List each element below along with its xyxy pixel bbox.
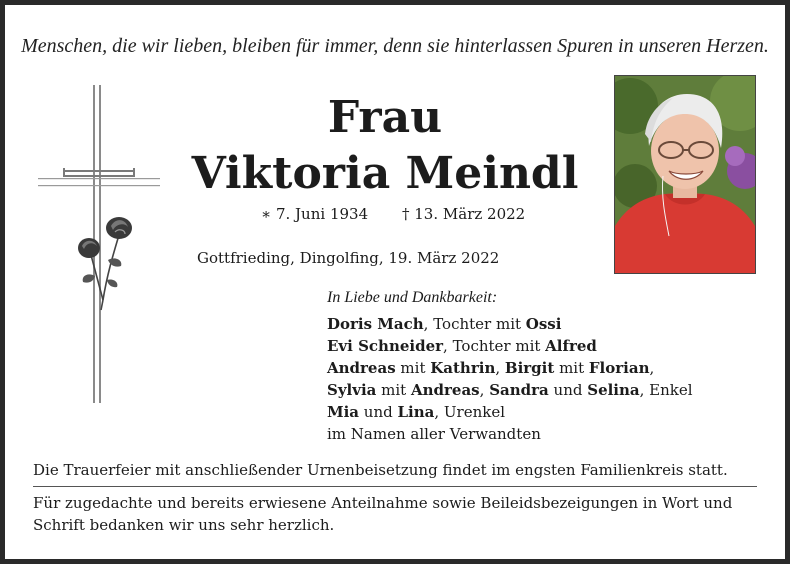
mourner-name: Sylvia bbox=[327, 381, 377, 399]
thanks-note: Für zugedachte und bereits erwiesene Anteilnahme sowie Beileidsbezeigungen in Wort und Schrift bedanken wir uns sehr herzlich. bbox=[33, 494, 733, 534]
mourner-text: im Namen aller Verwandten bbox=[327, 425, 541, 443]
mourner-text: , bbox=[495, 359, 505, 377]
mourner-line bbox=[327, 313, 693, 335]
death-date: † 13. März 2022 bbox=[402, 205, 526, 223]
mourner-text: und bbox=[548, 381, 588, 399]
mourner-text: , Urenkel bbox=[434, 403, 506, 421]
portrait-photo bbox=[614, 75, 756, 274]
mourner-line bbox=[327, 357, 693, 379]
mourner-line bbox=[327, 423, 693, 445]
mourner-text: , Tochter mit bbox=[423, 315, 526, 333]
mourner-name: Sandra bbox=[489, 381, 549, 399]
mourner-line bbox=[327, 401, 693, 423]
mourner-text: mit bbox=[395, 359, 431, 377]
mourner-text: , Tochter mit bbox=[443, 337, 546, 355]
divider bbox=[33, 486, 757, 487]
mourner-line bbox=[327, 379, 693, 401]
mourner-text: mit bbox=[554, 359, 589, 377]
motto: Menschen, die wir lieben, bleiben für immer, denn sie hinterlassen Spuren in unseren Herzen. bbox=[21, 35, 769, 57]
mourner-name: Birgit bbox=[504, 359, 555, 377]
mourner-name: Andreas bbox=[410, 381, 480, 399]
mourner-text: , bbox=[479, 381, 490, 399]
mourner-name: Florian bbox=[588, 359, 650, 377]
mourner-name: Kathrin bbox=[430, 359, 496, 377]
mourner-name: Ossi bbox=[525, 315, 562, 333]
mourner-text: und bbox=[359, 403, 398, 421]
mourner-line bbox=[327, 335, 693, 357]
mourners-intro: In Liebe und Dankbarkeit: bbox=[327, 289, 498, 306]
deceased-name: Viktoria Meindl bbox=[191, 148, 579, 199]
mourner-name: Lina bbox=[397, 403, 435, 421]
mourner-text: , Enkel bbox=[639, 381, 693, 399]
place-date: Gottfrieding, Dingolfing, 19. März 2022 bbox=[197, 249, 500, 267]
mourner-name: Evi Schneider bbox=[327, 337, 444, 355]
mourner-lines bbox=[327, 313, 693, 445]
roses-icon bbox=[78, 217, 132, 310]
cross-icon bbox=[33, 80, 163, 405]
mourner-name: Doris Mach bbox=[327, 315, 424, 333]
mourner-name: Mia bbox=[327, 403, 360, 421]
mourner-text: , bbox=[649, 359, 655, 377]
birth-date: ∗ 7. Juni 1934 bbox=[261, 205, 369, 223]
mourner-name: Selina bbox=[587, 381, 640, 399]
mourner-name: Andreas bbox=[327, 359, 396, 377]
salutation: Frau bbox=[327, 92, 443, 143]
mourner-text: mit bbox=[376, 381, 411, 399]
funeral-service-note: Die Trauerfeier mit anschließender Urnenbeisetzung findet im engsten Familienkreis statt. bbox=[33, 461, 728, 479]
mourner-name: Alfred bbox=[545, 337, 597, 355]
mourners-list bbox=[327, 287, 693, 445]
